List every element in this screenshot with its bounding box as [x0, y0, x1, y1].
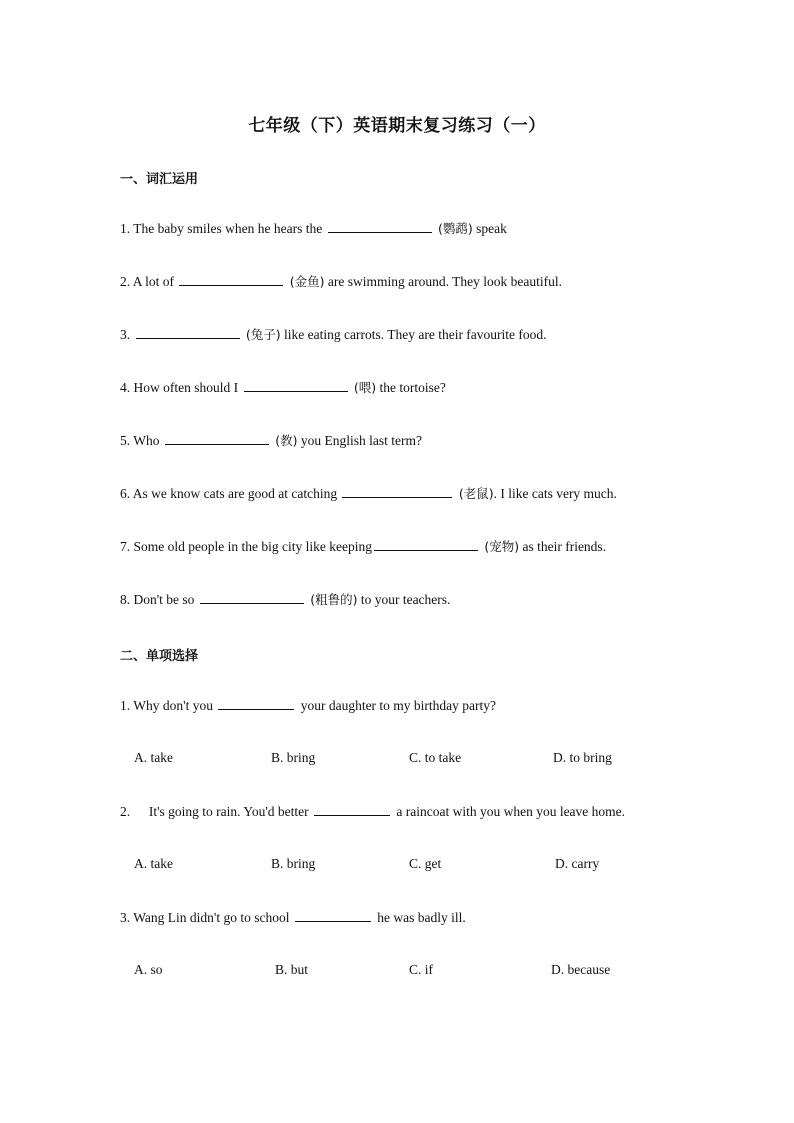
item-number: 5. [120, 433, 131, 448]
item-text-before: Who [133, 433, 160, 448]
vocab-item-1 [120, 220, 507, 238]
vocab-item-3 [120, 326, 547, 344]
answer-blank[interactable] [218, 697, 294, 710]
item-hint: (教) [275, 433, 298, 448]
mc-options-2 [0, 856, 794, 874]
page-title: 七年级（下）英语期末复习练习（一） [248, 116, 546, 136]
item-text-after: to your teachers. [360, 592, 451, 607]
item-number: 4. [120, 380, 131, 395]
question-text-after: he was badly ill. [377, 910, 466, 925]
item-text-after: the tortoise? [379, 380, 446, 395]
mc-question-2 [120, 803, 625, 821]
question-number: 3. [120, 910, 131, 925]
item-number: 6. [120, 486, 131, 501]
option-b[interactable]: B. bring [271, 856, 316, 871]
item-hint: (老鼠) [458, 486, 494, 501]
option-c[interactable]: C. get [409, 856, 442, 871]
answer-blank[interactable] [136, 326, 240, 339]
vocab-item-4 [120, 379, 446, 397]
option-a[interactable]: A. so [134, 962, 163, 977]
answer-blank[interactable] [179, 273, 283, 286]
mc-question-3 [120, 909, 466, 927]
item-text-after: speak [476, 221, 507, 236]
item-number: 1. [120, 221, 131, 236]
item-hint: (粗鲁的) [310, 592, 358, 607]
item-hint: (鹦鹉) [437, 221, 473, 236]
question-number: 1. [120, 698, 131, 713]
vocab-item-5 [120, 432, 422, 450]
vocab-item-7 [120, 538, 606, 556]
item-hint: (喂) [353, 380, 377, 395]
option-d[interactable]: D. to bring [553, 750, 612, 765]
question-number: 2. [120, 804, 131, 819]
answer-blank[interactable] [314, 803, 390, 816]
answer-blank[interactable] [342, 485, 452, 498]
item-text-before: Some old people in the big city like keeping [133, 539, 372, 554]
item-number: 3. [120, 327, 131, 342]
answer-blank[interactable] [295, 909, 371, 922]
answer-blank[interactable] [200, 591, 304, 604]
mc-options-3 [0, 962, 794, 980]
item-hint: (兔子) [245, 327, 281, 342]
answer-blank[interactable] [374, 538, 478, 551]
option-c[interactable]: C. if [409, 962, 434, 977]
item-text-before: A lot of [132, 274, 175, 289]
mc-options-1 [0, 750, 794, 768]
question-text-before: It's going to rain. You'd better [148, 804, 309, 819]
option-c[interactable]: C. to take [409, 750, 462, 765]
item-hint: (宠物) [484, 539, 520, 554]
item-text-before: As we know cats are good at catching [132, 486, 338, 501]
item-text-before: How often should I [133, 380, 239, 395]
vocab-item-2 [120, 273, 562, 291]
option-b[interactable]: B. bring [271, 750, 316, 765]
answer-blank[interactable] [244, 379, 348, 392]
question-text-before: Why don't you [133, 698, 213, 713]
answer-blank[interactable] [165, 432, 269, 445]
item-text-before: The baby smiles when he hears the [133, 221, 323, 236]
vocab-item-6 [120, 485, 617, 503]
item-text-after: are swimming around. They look beautiful. [327, 274, 562, 289]
question-text-before: Wang Lin didn't go to school [133, 910, 290, 925]
option-d[interactable]: D. because [551, 962, 611, 977]
item-number: 2. [120, 274, 131, 289]
option-a[interactable]: A. take [134, 750, 173, 765]
item-text-after: like eating carrots. They are their favourite food. [284, 327, 547, 342]
question-text-after: your daughter to my birthday party? [300, 698, 497, 713]
question-text-after: a raincoat with you when you leave home. [396, 804, 626, 819]
item-number: 7. [120, 539, 131, 554]
item-text-before: Don't be so [133, 592, 195, 607]
section-heading-multiple-choice: 二、单项选择 [120, 649, 199, 664]
section-heading-vocabulary: 一、词汇运用 [120, 172, 199, 187]
option-b[interactable]: B. but [275, 962, 309, 977]
item-number: 8. [120, 592, 131, 607]
vocab-item-8 [120, 591, 450, 609]
item-text-after: as their friends. [522, 539, 607, 554]
option-a[interactable]: A. take [134, 856, 173, 871]
answer-blank[interactable] [328, 220, 432, 233]
item-text-after: . I like cats very much. [493, 486, 617, 501]
mc-question-1 [120, 697, 496, 715]
option-d[interactable]: D. carry [555, 856, 600, 871]
item-hint: (金鱼) [289, 274, 325, 289]
item-text-after: you English last term? [300, 433, 423, 448]
